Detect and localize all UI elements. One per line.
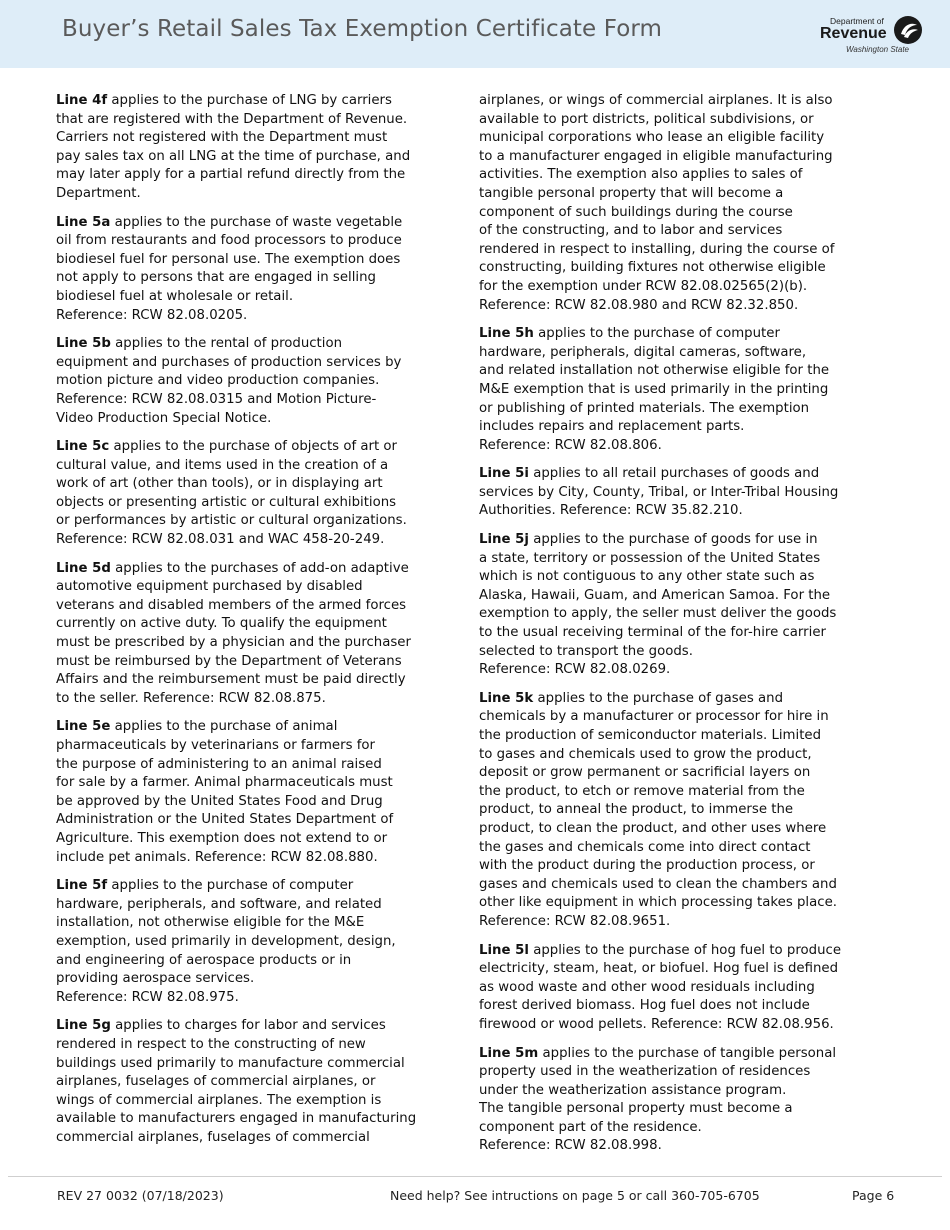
paragraph-line-5j: Line 5j applies to the purchase of goods for use in a state, territory or possession of the United States which is not contiguous to any other state such as Alaska, Hawaii, Guam, and American Samoa. For the exemption to apply, the seller must deliver the goods to the usual receiving terminal of the for-hire carrier selected to transport the goods. Reference: RCW 82.08.0269. [479, 532, 837, 678]
paragraph-line-5g: Line 5g applies to charges for labor and services rendered in respect to the constructing of new buildings used primarily to manufacture commercial airplanes, fuselages of commercial airplanes, or wings of commercial airplanes. The exemption is available to manufacturers engaged in manufacturing commercial airplanes, fuselages of commercial [56, 1018, 417, 1145]
help-text: Need help? See intructions on page 5 or call 360-705-6705 [390, 1188, 760, 1203]
form-id: REV 27 0032 (07/18/2023) [57, 1188, 224, 1203]
page-number: Page 6 [852, 1188, 895, 1203]
paragraph-line-5c: Line 5c applies to the purchase of objects of art or cultural value, and items used in the creation of a work of art (other than tools), or in displaying art objects or presenting artistic or cultural exhibitions or performances by artistic or cultural organizations. Reference: RCW 82.08.031 and WAC 458-20-249. [56, 439, 407, 548]
paragraph-line-5l: Line 5l applies to the purchase of hog fuel to produce electricity, steam, heat, or biofuel. Hog fuel is defined as wood waste and other wood residuals including forest derived biomass. Hog fuel does not include firewood or wood pellets. Reference: RCW 82.08.956. [479, 942, 842, 1032]
left-column [56, 92, 462, 1157]
footer-divider [8, 1176, 942, 1177]
paragraph-line-5h: Line 5h applies to the purchase of computer hardware, peripherals, digital cameras, software, and related installation not otherwise eligible for the M&E exemption that is used primarily in the printing or publishing of printed materials. The exemption includes repairs and replacement parts. Reference: RCW 82.08.806. [479, 326, 830, 453]
dor-logo-icon [892, 14, 924, 46]
page-title: Buyer’s Retail Sales Tax Exemption Certificate Form [62, 16, 663, 42]
paragraph-line-5e: Line 5e applies to the purchase of animal pharmaceuticals by veterinarians or farmers for the purpose of administering to an animal raised for sale by a farmer. Animal pharmaceuticals must be approved by the United States Food and Drug Administration or the United States Department of Agriculture. This exemption does not extend to or include pet animals. Reference: RCW 82.08.880. [56, 719, 394, 865]
paragraph-line-5g-continued: airplanes, or wings of commercial airplanes. It is also available to port districts, political subdivisions, or municipal corporations who lease an eligible facility to a manufacturer engaged in eligible manufacturing activities. The exemption also applies to sales of tangible personal property that will become a component of such buildings during the course of the constructing, and to labor and services rendered in respect to installing, during the course of constructing, building fixtures not otherwise eligible for the exemption under RCW 82.08.02565(2)(b). Reference: RCW 82.08.980 and RCW 82.32.850. [479, 93, 835, 313]
paragraph-line-5d: Line 5d applies to the purchases of add-on adaptive automotive equipment purchased by disabled veterans and disabled members of the armed forces currently on active duty. To qualify the equipment must be prescribed by a physician and the purchaser must be reimbursed by the Department of Veterans Affairs and the reimbursement must be paid directly to the seller. Reference: RCW 82.08.875. [56, 560, 411, 706]
paragraph-line-5f: Line 5f applies to the purchase of computer hardware, peripherals, and software, and related installation, not otherwise eligible for the M&E exemption, used primarily in development, design, and engineering of aerospace products or in providing aerospace services. Reference: RCW 82.08.975. [56, 878, 396, 1005]
paragraph-line-5m: Line 5m applies to the purchase of tangible personal property used in the weatherization of residences under the weatherization assistance program. The tangible personal property must become a component part of the residence. Reference: RCW 82.08.998. [479, 1045, 837, 1154]
paragraph-line-5k: Line 5k applies to the purchase of gases and chemicals by a manufacturer or processor for hire in the production of semiconductor materials. Limited to gases and chemicals used to grow the product, deposit or grow permanent or sacrificial layers on the product, to etch or remove material from the product, to anneal the product, to immerse the product, to clean the product, and other uses where the gases and chemicals come into direct contact with the product during the production process, or gases and chemicals used to clean the chambers and other like equipment in which processing takes place. Reference: RCW 82.08.9651. [479, 690, 837, 929]
page-header [0, 0, 950, 68]
paragraph-line-5a: Line 5a applies to the purchase of waste vegetable oil from restaurants and food processors to produce biodiesel fuel for personal use. The exemption does not apply to persons that are engaged in selling biodiesel fuel at wholesale or retail. Reference: RCW 82.08.0205. [56, 214, 403, 323]
paragraph-line-5b: Line 5b applies to the rental of production equipment and purchases of production services by motion picture and video production companies. Reference: RCW 82.08.0315 and Motion Picture- Video Production Special Notice. [56, 336, 402, 426]
right-column [479, 92, 889, 1166]
paragraph-line-4f: Line 4f applies to the purchase of LNG by carriers that are registered with the Department of Revenue. Carriers not registered with the Department must pay sales tax on all LNG at the time of purchase, and may later apply for a partial refund directly from the Department. [56, 93, 411, 201]
dor-logo [818, 12, 930, 58]
logo-revenue-text: Revenue [820, 25, 887, 42]
paragraph-line-5i: Line 5i applies to all retail purchases of goods and services by City, County, Tribal, or Inter-Tribal Housing Authorities. Reference: RCW 35.82.210. [479, 466, 839, 519]
logo-state-text: Washington State [846, 45, 910, 54]
logo-department-text: Department of [830, 16, 884, 26]
